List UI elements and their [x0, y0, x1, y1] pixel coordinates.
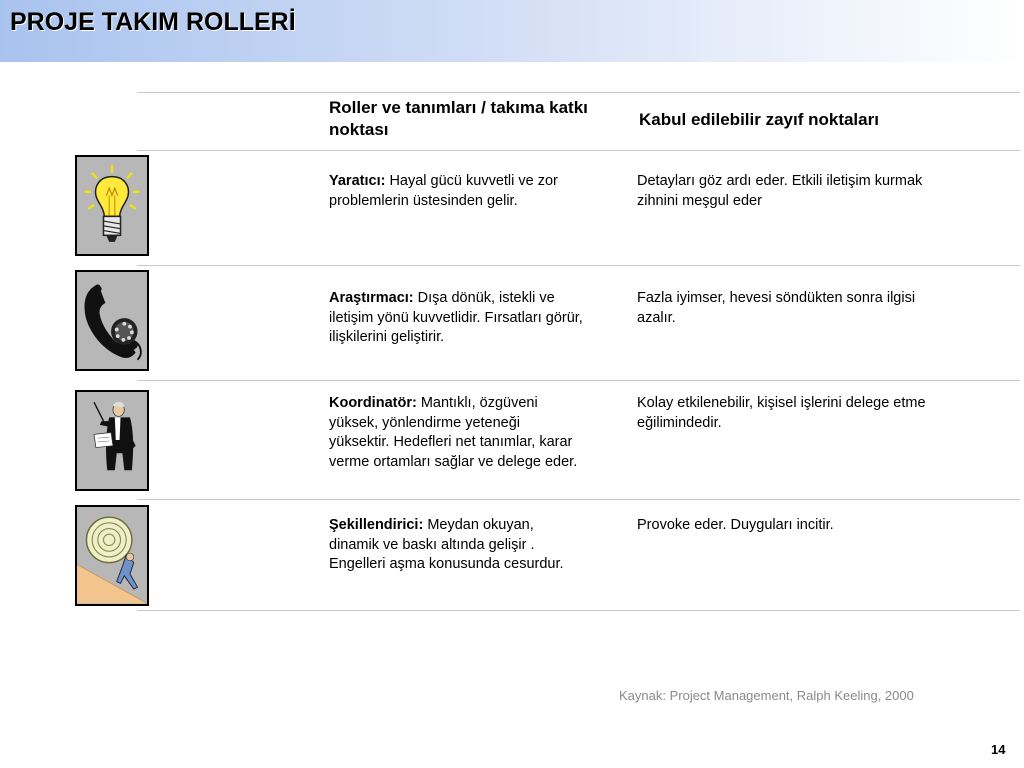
row-icon-3: [75, 390, 149, 491]
header-weaknesses: Kabul edilebilir zayıf noktaları: [639, 110, 879, 129]
role-cell-2: [329, 289, 599, 348]
role-name: Şekillendirici:: [329, 517, 424, 533]
conductor-icon: [77, 392, 147, 489]
row-icon-4: [75, 505, 149, 606]
row-divider-2: [137, 380, 1020, 381]
weakness-cell-1: Detayları göz ardı eder. Etkili iletişim kurmak zihnini meşgul eder: [637, 173, 923, 209]
row-icon-1: [75, 155, 149, 256]
boulder-pushing-icon: [77, 507, 147, 604]
role-cell-1: [329, 172, 599, 211]
row-divider-3: [137, 499, 1020, 500]
role-name: Koordinatör:: [329, 395, 417, 411]
role-description: Mantıklı, özgüveni yüksek, yönlendirme yeteneği yüksektir. Hedefleri net tanımlar, karar verme ortamları sağlar ve delege eder.: [329, 395, 578, 470]
page-number: 14: [991, 742, 1006, 757]
weakness-cell-4: Provoke eder. Duyguları incitir.: [637, 517, 834, 533]
role-description: Hayal gücü kuvvetli ve zor problemlerin üstesinden gelir.: [329, 173, 558, 209]
weakness-cell-3: Kolay etkilenebilir, kişisel işlerini delege etme eğilimindedir.: [637, 395, 926, 431]
row-icon-2: [75, 270, 149, 371]
slide-title: PROJE TAKIM ROLLERİ: [10, 8, 296, 36]
role-name: Yaratıcı:: [329, 173, 386, 189]
role-name: Araştırmacı:: [329, 290, 414, 306]
table-bottom-rule: [137, 610, 1020, 611]
telephone-icon: [77, 272, 147, 369]
weakness-cell-2: Fazla iyimser, hevesi söndükten sonra ilgisi azalır.: [637, 290, 916, 326]
role-description: Meydan okuyan, dinamik ve baskı altında gelişir . Engelleri aşma konusunda cesurdur.: [329, 517, 564, 572]
header-bottom-rule: [137, 150, 1020, 151]
role-description: Dışa dönük, istekli ve iletişim yönü kuvvetlidir. Fırsatları görür, ilişkilerini geliştirir.: [329, 290, 583, 345]
role-cell-3: [329, 394, 579, 472]
header-roles: Roller ve tanımları / takıma katkı noktası: [329, 98, 588, 139]
row-divider-1: [137, 265, 1020, 266]
table-top-rule: [137, 92, 1020, 93]
role-cell-4: [329, 516, 579, 575]
lightbulb-icon: [77, 157, 147, 254]
source-citation: Kaynak: Project Management, Ralph Keeling, 2000: [619, 688, 914, 703]
